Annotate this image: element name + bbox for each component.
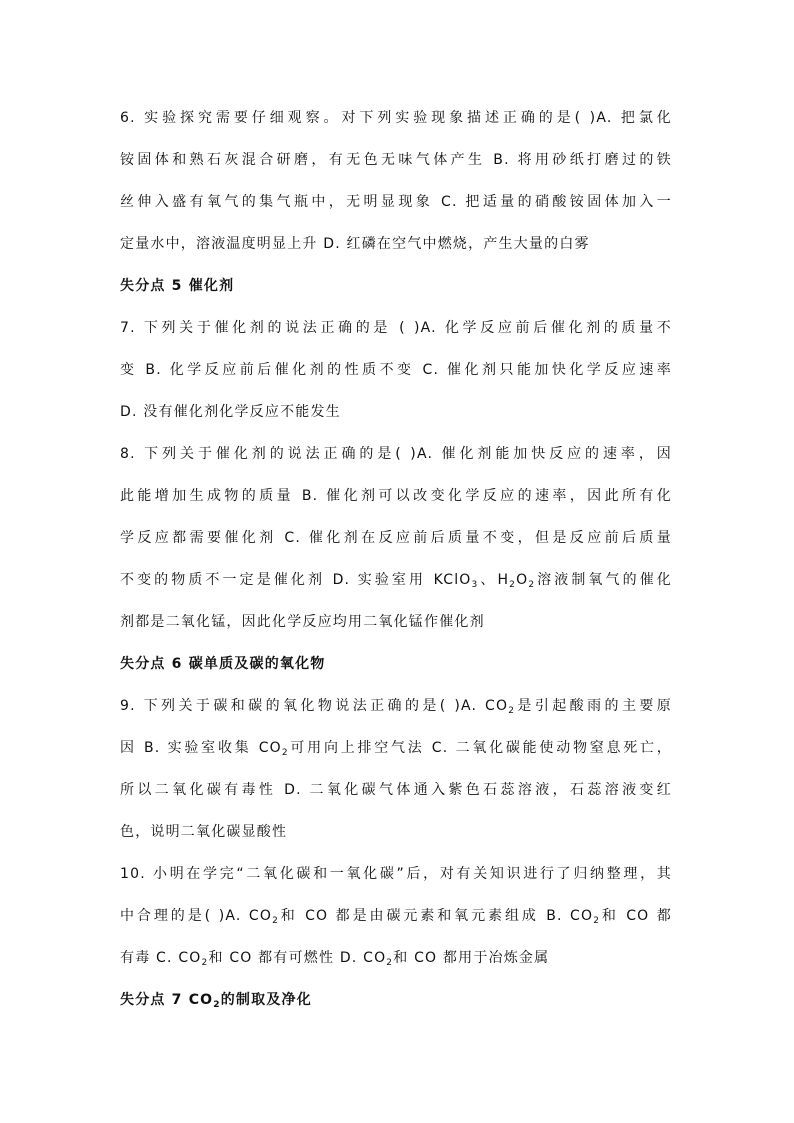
subscript-2: 2 bbox=[593, 916, 601, 926]
subscript-2: 2 bbox=[528, 580, 536, 590]
q10-line-2-part-c: 和 CO 都是由碳元素和氧元素组成 B. CO bbox=[279, 908, 594, 924]
q9-line-1-part-a: 9. 下列关于碳和碳的氧化物说法正确的是( )A. CO bbox=[120, 698, 509, 714]
section-heading-5: 失分点 5 催化剂 bbox=[120, 278, 235, 294]
q8-line-1: 8. 下列关于催化剂的说法正确的是( )A. 催化剂能加快反应的速率，因 bbox=[120, 446, 672, 462]
q10-line-2-part-a: 中合理的是( )A. CO bbox=[120, 908, 273, 924]
subscript-2: 2 bbox=[508, 706, 516, 716]
q8-line-4-part-e: O bbox=[516, 572, 529, 588]
q9-line-4: 色，说明二氧化碳显酸性 bbox=[120, 824, 288, 840]
section-heading-7 bbox=[120, 990, 312, 1010]
section-heading-7-part-a: 失分点 7 CO bbox=[120, 992, 214, 1008]
q8-line-4 bbox=[120, 570, 672, 590]
q8-line-2: 此能增加生成物的质量 B. 催化剂可以改变化学反应的速率，因此所有化 bbox=[120, 488, 672, 504]
q10-line-2-part-e: 和 CO 都 bbox=[600, 908, 672, 924]
q7-line-1: 7. 下列关于催化剂的说法正确的是 ( )A. 化学反应前后催化剂的质量不 bbox=[120, 320, 672, 336]
q6-line-1: 6. 实验探究需要仔细观察。对下列实验现象描述正确的是( )A. 把氯化 bbox=[120, 110, 672, 126]
q10-line-3-part-a: 有毒 C. CO bbox=[120, 950, 202, 966]
q6-line-2: 铵固体和熟石灰混合研磨，有无色无味气体产生 B. 将用砂纸打磨过的铁 bbox=[120, 152, 672, 168]
q7-line-2: 变 B. 化学反应前后催化剂的性质不变 C. 催化剂只能加快化学反应速率 bbox=[120, 362, 672, 378]
q9-line-2 bbox=[120, 738, 672, 758]
q8-line-4-part-a: 不变的物质不一定是催化剂 D. 实验室用 KClO bbox=[120, 572, 472, 588]
q9-line-1-part-c: 是引起酸雨的主要原 bbox=[515, 698, 672, 714]
subscript-3: 3 bbox=[471, 580, 479, 590]
q7-line-3: D. 没有催化剂化学反应不能发生 bbox=[120, 404, 341, 420]
q9-line-2-part-c: 可用向上排空气法 C. 二氧化碳能使动物窒息死亡， bbox=[288, 740, 672, 756]
subscript-2: 2 bbox=[213, 1000, 221, 1010]
q6-line-3: 丝伸入盛有氧气的集气瓶中，无明显现象 C. 把适量的硝酸铵固体加入一 bbox=[120, 194, 672, 210]
q10-line-3-part-c: 和 CO 都有可燃性 D. CO bbox=[208, 950, 387, 966]
q9-line-3: 所以二氧化碳有毒性 D. 二氧化碳气体通入紫色石蕊溶液，石蕊溶液变红 bbox=[120, 782, 672, 798]
subscript-2: 2 bbox=[201, 958, 209, 968]
subscript-2: 2 bbox=[509, 580, 517, 590]
q8-line-4-part-g: 溶液制氧气的催化 bbox=[535, 572, 672, 588]
subscript-2: 2 bbox=[281, 748, 289, 758]
q9-line-2-part-a: 因 B. 实验室收集 CO bbox=[120, 740, 282, 756]
q10-line-1: 10. 小明在学完“二氧化碳和一氧化碳”后，对有关知识进行了归纳整理，其 bbox=[120, 866, 672, 882]
section-heading-7-part-c: 的制取及净化 bbox=[220, 992, 312, 1008]
section-heading-6: 失分点 6 碳单质及碳的氧化物 bbox=[120, 656, 326, 672]
subscript-2: 2 bbox=[272, 916, 280, 926]
q10-line-2 bbox=[120, 906, 672, 926]
q8-line-4-part-c: 、H bbox=[478, 572, 510, 588]
q8-line-5: 剂都是二氧化锰，因此化学反应均用二氧化锰作催化剂 bbox=[120, 614, 485, 630]
q9-line-1 bbox=[120, 696, 672, 716]
q8-line-3: 学反应都需要催化剂 C. 催化剂在反应前后质量不变，但是反应前后质量 bbox=[120, 530, 672, 546]
q6-line-4: 定量水中，溶液温度明显上升 D. 红磷在空气中燃烧，产生大量的白雾 bbox=[120, 236, 590, 252]
subscript-2: 2 bbox=[386, 958, 394, 968]
q10-line-3-part-e: 和 CO 都用于冶炼金属 bbox=[393, 950, 550, 966]
q10-line-3 bbox=[120, 948, 549, 968]
